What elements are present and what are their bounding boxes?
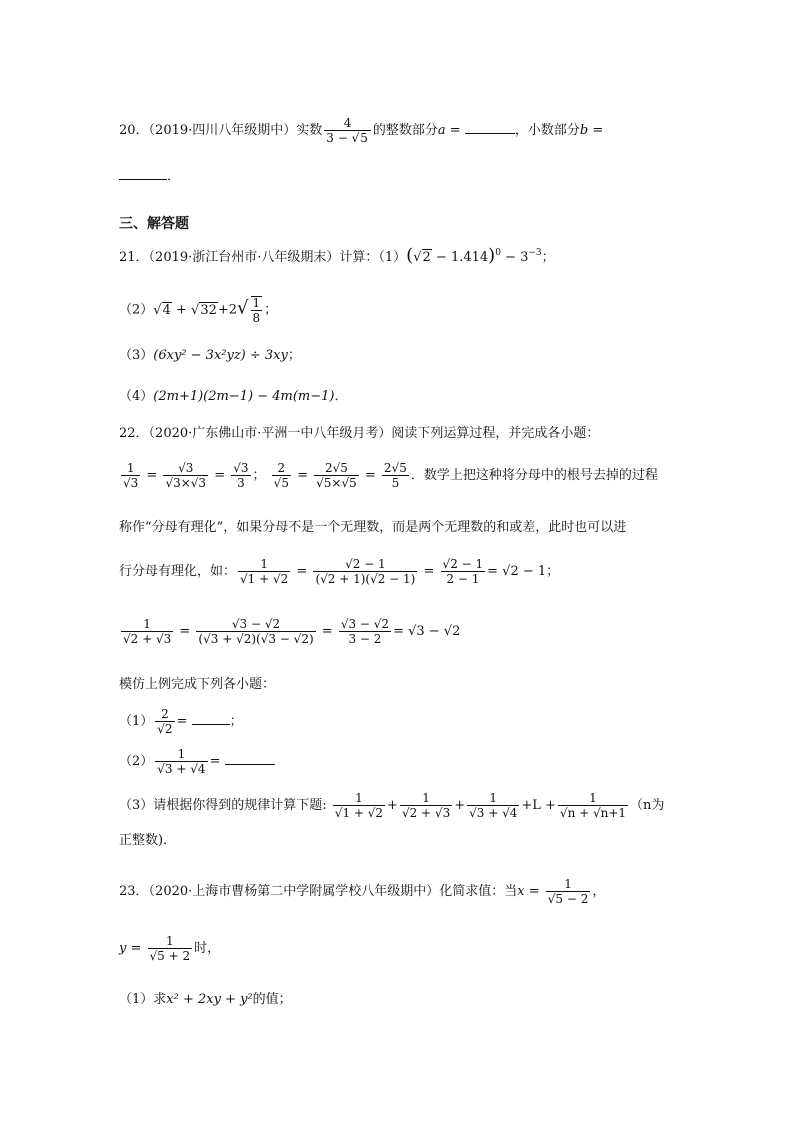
answer-blank-s2[interactable]: [225, 764, 275, 765]
q22-sub3: （3）请根据你得到的规律计算下题: $\frac{1}{√1 + √2}$ + $\frac{1}{√2 + √3}$ + $\frac{1}{√3 + √4}$ +L + $\frac{1}{√n + √n+1}$ （n为: [119, 791, 665, 820]
q21-part4: （4）(2m+1)(2m−1) − 4m(m−1)．: [119, 389, 348, 404]
q23-part1: （1）求x² + 2xy + y²的值；: [119, 992, 292, 1007]
q22-line2: 称作“分母有理化”，如果分母不是一个无理数，而是两个无理数的和或差，此时也可以进: [119, 520, 627, 535]
q23-line2: y = $\frac{1}{√5 + 2}$ 时，: [119, 934, 221, 963]
q21-part2: （2）√ 4 + √ 32+2√ $\frac{1}{8}$ ；: [119, 296, 277, 324]
q22-sub1: （1） $\frac{2}{√2}$ = ；: [119, 707, 243, 736]
q22-sub2: （2） $\frac{1}{√3 + √4}$ =: [119, 748, 275, 775]
answer-blank-s1[interactable]: [192, 724, 230, 725]
q20-prefix: 20．（2019·四川八年级期中）实数: [119, 123, 323, 138]
q22-title: 22．（2020·广东佛山市·平洲一中八年级月考）阅读下列运算过程，并完成各小题：: [119, 426, 600, 441]
q22-example1: $\frac{1}{√3}$ = $\frac{√3}{√3\times√3}$ = $\frac{√3}{3}$ ； $\frac{2}{√5}$ = $\frac{2√5}{√5\times√5}$ = $\frac{2√5}{5}$ ．数学上把这种将分母中的根号去掉的过程: [123, 461, 658, 490]
q20-fraction: $\frac{4}{3 - √ 5}$: [324, 117, 371, 144]
q22-imitate: 模仿上例完成下列各小题：: [119, 677, 276, 692]
section-title: 三、解答题: [119, 216, 189, 232]
sqrt-symbol: √ 5: [352, 132, 369, 144]
answer-blank-a[interactable]: [465, 133, 515, 134]
q21-part3: （3）(6xy² − 3x²yz) ÷ 3xy；: [119, 348, 301, 363]
q23-line: 23．（2020·上海市曹杨第二中学附属学校八年级期中）化简求值：当x = $\frac{1}{√5 - 2}$ ，: [119, 877, 606, 906]
q22-line3: 行分母有理化，如： $\frac{1}{√1 + √2}$ = $\frac{√2 - 1}{(√2 + 1)(√2 - 1)}$ = $\frac{√2 - 1}{2 - 1}$ = √2 − 1；: [119, 557, 560, 586]
q20-line2: ．: [119, 170, 180, 183]
q22-sub3-end: 正整数)．: [119, 833, 177, 848]
q21-line: 21．（2019·浙江台州市·八年级期末）计算：（1）(√ $2 - 1.414)^0 - 3^{-3}$；: [119, 247, 555, 265]
q22-line4: $\frac{1}{√2 + √3}$ = $\frac{√3 - √2}{(√3 + √2)(√3 - √2)}$ = $\frac{√3 - √2}{3 - 2}$ = √3 − √2: [123, 617, 461, 646]
q20-line: 20．（2019·四川八年级期中）实数 $\frac{4}{3 - √ 5}$ 的整数部分a = ，小数部分b =: [119, 117, 603, 144]
answer-blank-b[interactable]: [119, 179, 167, 180]
